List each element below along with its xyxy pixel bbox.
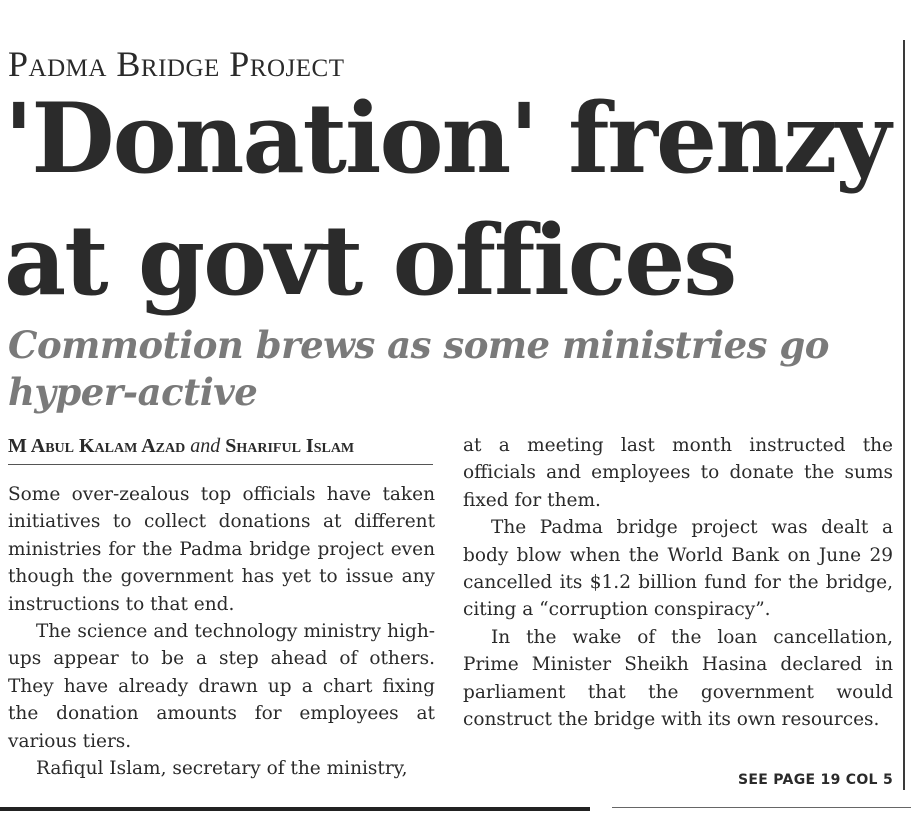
- byline-author-2: Shariful Islam: [225, 435, 355, 457]
- jump-reference: SEE PAGE 19 COL 5: [738, 772, 893, 788]
- paragraph: The Padma bridge project was dealt a body blow when the World Bank on June 29 cancelled its $1.2 billion fund for the bridge, citing a “corruption conspiracy”.: [463, 517, 893, 621]
- paragraph: In the wake of the loan cancellation, Prime Minister Sheikh Hasina declared in parliament that the government would construct the bridge with its own resources.: [463, 626, 893, 731]
- paragraph: at a meeting last month instructed the officials and employees to donate the sums fixed for them.: [463, 435, 893, 511]
- byline-author-1: M Abul Kalam Azad: [8, 435, 186, 457]
- byline-rule: [8, 464, 433, 465]
- paragraph: Rafiqul Islam, secretary of the ministry,: [36, 758, 408, 780]
- bottom-rule: [612, 807, 911, 808]
- paragraph: The science and technology ministry high-ups appear to be a step ahead of others. They have already drawn up a chart fixing the donation amounts for employees at various tiers.: [8, 621, 435, 752]
- bottom-rule: [0, 807, 590, 811]
- kicker: Padma Bridge Project: [8, 44, 345, 84]
- article-column-2: [463, 432, 893, 733]
- byline-conjunction: and: [190, 435, 221, 457]
- article-column-1: [8, 481, 435, 782]
- headline: 'Donation' frenzy at govt offices: [4, 82, 890, 317]
- subhead: Commotion brews as some ministries go hyper-active: [8, 323, 829, 414]
- byline: [8, 434, 354, 458]
- paragraph: Some over-zealous top officials have taken initiatives to collect donations at different ministries for the Padma bridge project even though the government has yet to issue any instructions to that end.: [8, 484, 435, 615]
